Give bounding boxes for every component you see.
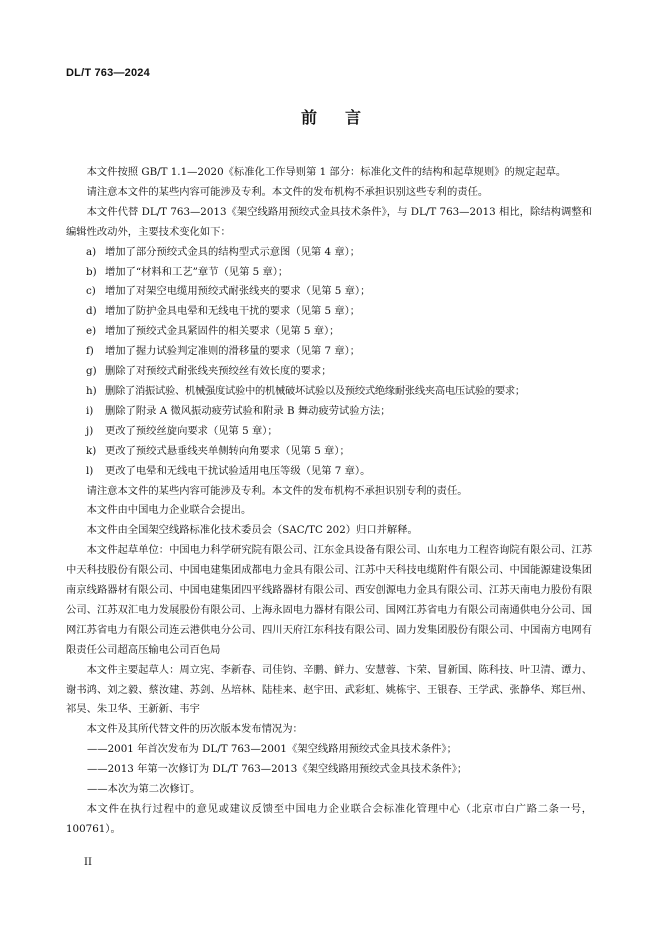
- paragraph-drafting-rules: 本文件按照 GB/T 1.1—2020《标准化工作导则第 1 部分：标准化文件的结构和起草规则》的规定起草。: [86, 166, 567, 178]
- list-item-text: 增加了对架空电缆用预绞式耐张线夹的要求（见第 5 章）；: [105, 285, 371, 298]
- page-title: 前言: [300, 108, 389, 127]
- list-item-text: 删除了消振试验、机械强度试验中的机械破坏试验以及预绞式绝缘耐张线夹高电压试验的要求；: [105, 384, 525, 397]
- list-item: [66, 362, 592, 382]
- page-number: II: [84, 857, 92, 868]
- list-item-label: j): [86, 424, 94, 437]
- list-item-label: d): [86, 305, 97, 318]
- list-item-text: 增加了“材料和工艺”章节（见第 5 章）；: [105, 265, 289, 278]
- paragraph-committee: 本文件由全国架空线路标准化技术委员会（SAC/TC 202）归口并解释。: [86, 524, 418, 537]
- list-item-text: 更改了电晕和无线电干扰试验适用电压等级（见第 7 章）。: [105, 464, 371, 477]
- list-item-text: 更改了预绞丝旋向要求（见第 5 章）；: [105, 424, 278, 437]
- list-item: [66, 342, 592, 362]
- list-item-label: g): [86, 365, 97, 378]
- list-item-label: a): [86, 245, 97, 258]
- list-item: [66, 442, 592, 462]
- history-list: [66, 740, 592, 800]
- list-item: [66, 302, 592, 322]
- list-item-text: 更改了预绞式悬垂线夹单侧转向角要求（见第 5 章）；: [105, 444, 350, 457]
- list-item-label: i): [86, 404, 94, 417]
- list-item-text: 删除了附录 A 微风振动疲劳试验和附录 B 舞动疲劳试验方法；: [105, 404, 391, 417]
- list-item-text: 增加了握力试验判定准则的滑移量的要求（见第 7 章）；: [105, 345, 361, 358]
- list-item-label: b): [86, 265, 97, 278]
- standard-code: DL/T 763—2024: [66, 67, 150, 79]
- list-item-text: 增加了预绞式金具紧固件的相关要求（见第 5 章）；: [105, 325, 340, 338]
- history-item: ——2001 年首次发布为 DL/T 763—2001《架空线路用预绞式金具技术条件》；: [87, 743, 457, 756]
- paragraph-drafters: 本文件主要起草人：周立宪、李新春、司佳钧、辛鹏、鲜力、安慧蓉、卞荣、冒新国、陈科技、叶卫清、谭力、谢书鸿、刘之毅、蔡汝建、苏剑、丛培林、陆桂来、赵宇田、武彩虹、姚栋宇、王银春、王学武、张静华、郑巨州、祁昊、朱卫华、王新新、韦宇: [66, 663, 592, 716]
- list-item: [66, 243, 592, 263]
- paragraph-proposer: 本文件由中国电力企业联合会提出。: [86, 504, 252, 517]
- list-item-text: 增加了部分预绞式金具的结构型式示意图（见第 4 章）；: [105, 245, 361, 258]
- list-item-label: e): [86, 325, 97, 338]
- list-item: [66, 422, 592, 442]
- paragraph-feedback: 本文件在执行过程中的意见或建议反馈至中国电力企业联合会标准化管理中心（北京市白广路二条一号，100761）。: [66, 803, 592, 835]
- list-item-text: 增加了防护金具电晕和无线电干扰的要求（见第 5 章）；: [105, 305, 361, 318]
- list-item-label: h): [86, 384, 97, 397]
- paragraph-patent-notice-2: 请注意本文件的某些内容可能涉及专利。本文件的发布机构不承担识别专利的责任。: [86, 484, 468, 497]
- list-item: [66, 382, 592, 402]
- document-body: [66, 163, 592, 840]
- history-item: ——2013 年第一次修订为 DL/T 763—2013《架空线路用预绞式金具技术条件》；: [87, 763, 468, 776]
- paragraph-history-intro: 本文件及其所代替文件的历次版本发布情况为：: [86, 723, 303, 736]
- list-item-label: l): [86, 464, 94, 477]
- list-item-label: f): [86, 345, 94, 358]
- paragraph-patent-notice: 请注意本文件的某些内容可能涉及专利。本文件的发布机构不承担识别这些专利的责任。: [86, 185, 489, 198]
- paragraph-drafting-organizations: 本文件起草单位：中国电力科学研究院有限公司、江东金具设备有限公司、山东电力工程咨询院有限公司、江苏中天科技股份有限公司、中国电建集团成都电力金具有限公司、江苏中天科技电缆附件有限公司、中国能源建设集团南京线路器材有限公司、中国电建集团四平线路器材有限公司、西安创源电力金具有限公司、江苏天南电力股份有限公司、江苏双汇电力发展股份有限公司、上海永固电力器材有限公司、国网江苏省电力有限公司南通供电分公司、国网江苏省电力有限公司连云港供电分公司、四川天府江东科技有限公司、固力发集团股份有限公司、中国南方电网有限责任公司超高压输电公司百色局: [66, 544, 592, 656]
- list-item: [66, 263, 592, 283]
- list-item-label: c): [86, 285, 96, 298]
- list-item: [66, 282, 592, 302]
- list-item: [66, 402, 592, 422]
- list-item-label: k): [86, 444, 97, 457]
- history-item: ——本次为第二次修订。: [87, 783, 201, 796]
- list-item: [66, 462, 592, 482]
- changes-list: [66, 243, 592, 482]
- paragraph-replaces: 本文件代替 DL/T 763—2013《架空线路用预绞式金具技术条件》，与 DL/T 763—2013 相比，除结构调整和编辑性改动外，主要技术变化如下：: [66, 205, 592, 238]
- list-item-text: 删除了对预绞式耐张线夹预绞丝有效长度的要求；: [105, 365, 332, 378]
- list-item: [66, 322, 592, 342]
